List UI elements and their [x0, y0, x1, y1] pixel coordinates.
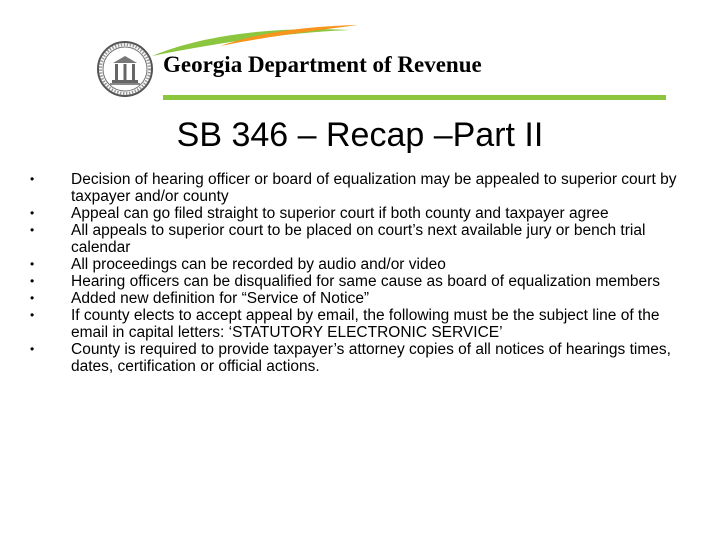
bullet-dot-icon: •: [30, 308, 35, 322]
bullet-text: Decision of hearing officer or board of equalization may be appealed to superior court by taxpayer and/or county: [71, 171, 677, 205]
bullet-text: Appeal can go filed straight to superior court if both county and taxpayer agree: [71, 205, 609, 222]
bullet-dot-icon: •: [30, 257, 35, 271]
bullet-dot-icon: •: [30, 274, 35, 288]
bullet-item: [24, 307, 694, 341]
slide-title: SB 346 – Recap –Part II: [176, 116, 544, 154]
bullet-text: All appeals to superior court to be placed on court’s next available jury or bench trial calendar: [71, 222, 646, 256]
bullet-item: [24, 290, 694, 307]
bullet-text: All proceedings can be recorded by audio and/or video: [71, 256, 446, 273]
bullet-item: [24, 273, 694, 290]
bullet-dot-icon: •: [30, 342, 35, 356]
bullet-dot-icon: •: [30, 291, 35, 305]
bullet-dot-icon: •: [30, 206, 35, 220]
bullet-item: [24, 256, 694, 273]
bullet-text: If county elects to accept appeal by email, the following must be the subject line of the email in capital letters: ‘STATUTORY ELECTRONIC SERVICE’: [71, 307, 660, 341]
bullet-text: County is required to provide taxpayer’s attorney copies of all notices of hearings times, dates, certification or official actions.: [71, 341, 671, 375]
bullet-item: [24, 205, 694, 222]
bullet-item: [24, 341, 694, 375]
bullet-text: Hearing officers can be disqualified for same cause as board of equalization members: [71, 273, 661, 290]
bullet-item: [24, 171, 694, 205]
georgia-state-seal-icon: [96, 40, 154, 98]
header: [0, 0, 720, 110]
bullet-item: [24, 222, 694, 256]
bullet-list: [24, 171, 694, 375]
header-divider: [163, 95, 666, 100]
organization-name: Georgia Department of Revenue: [163, 52, 482, 77]
bullet-dot-icon: •: [30, 223, 35, 237]
bullet-dot-icon: •: [30, 172, 35, 186]
bullet-text: Added new definition for “Service of Notice”: [71, 290, 370, 307]
